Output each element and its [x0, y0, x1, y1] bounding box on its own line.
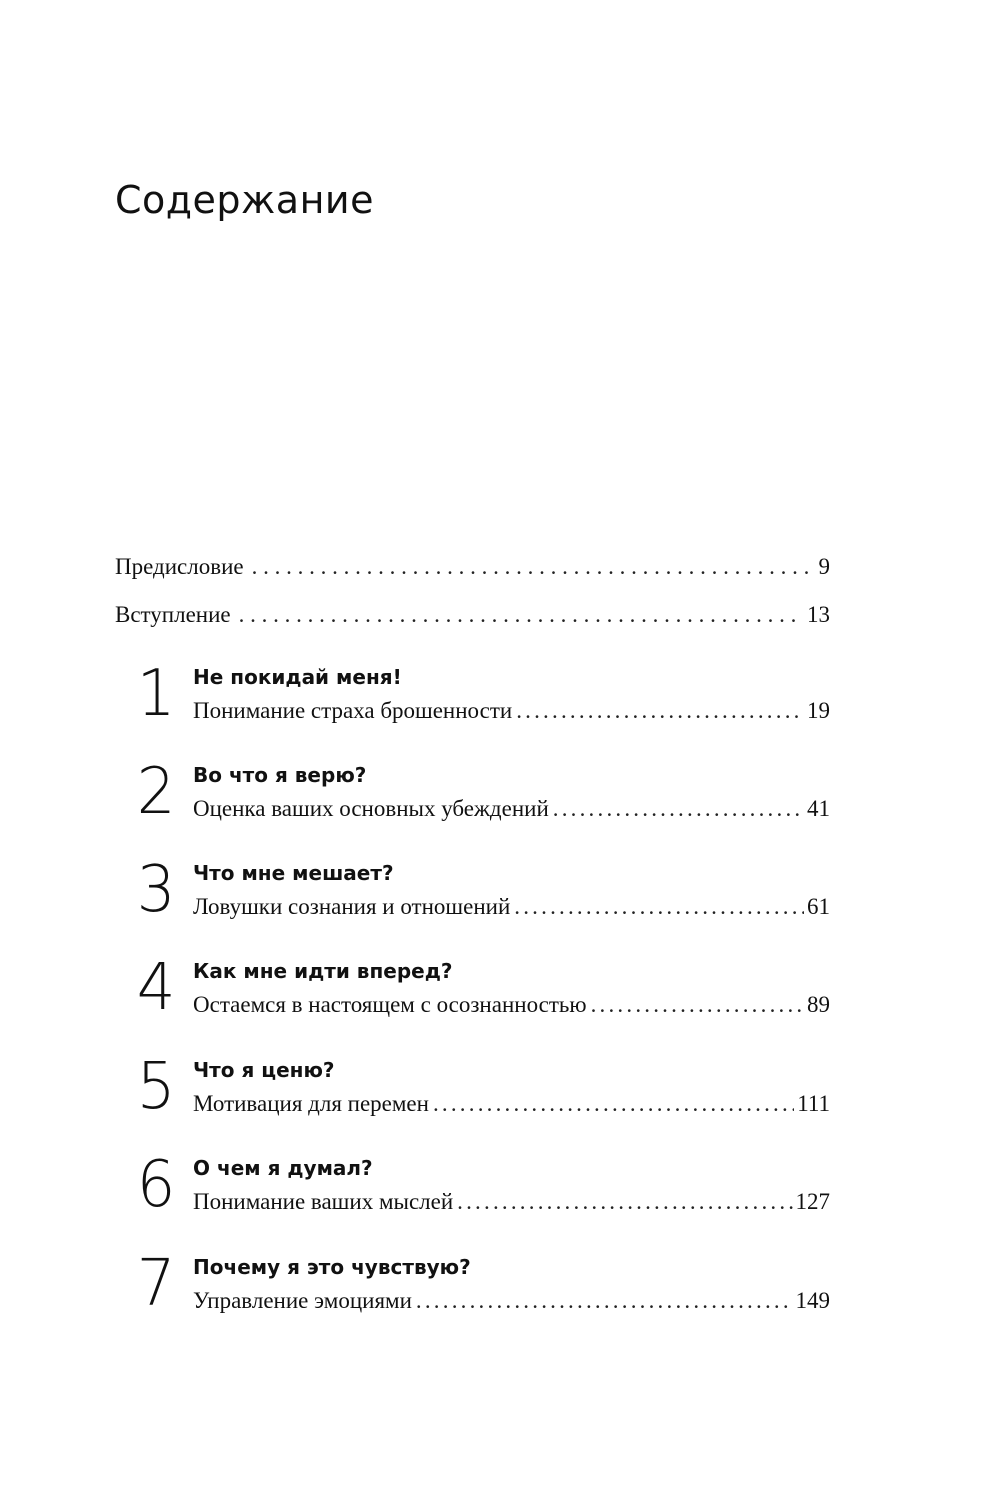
chapter-subtitle: Остаемся в настоящем с осознанностью — [193, 992, 587, 1017]
toc-entry-label: Вступление — [115, 602, 231, 627]
toc-chapter-3[interactable] — [115, 853, 830, 940]
dot-leader — [553, 794, 804, 824]
chapter-title: Что мне мешает? — [193, 861, 394, 885]
dot-leader — [239, 600, 801, 630]
toc-entry-page-number: 13 — [807, 602, 830, 627]
chapter-subtitle-line — [193, 696, 830, 726]
toc-chapter-6[interactable] — [115, 1148, 830, 1235]
dot-leader — [433, 1089, 794, 1119]
chapter-page-number: 19 — [807, 698, 830, 723]
chapter-subtitle: Ловушки сознания и отношений — [193, 894, 511, 919]
chapter-subtitle: Оценка ваших основных убеждений — [193, 796, 549, 821]
chapter-subtitle-line — [193, 990, 830, 1020]
toc-entry-introduction[interactable] — [115, 600, 830, 630]
chapter-subtitle-line — [193, 1089, 830, 1119]
chapter-page-number: 61 — [807, 894, 830, 919]
chapter-page-number: 41 — [807, 796, 830, 821]
chapter-page-number: 89 — [807, 992, 830, 1017]
chapter-title: Как мне идти вперед? — [193, 959, 453, 983]
toc-entry-page-number: 9 — [818, 554, 830, 579]
chapter-number: 1 — [136, 657, 176, 731]
chapter-title: Почему я это чувствую? — [193, 1255, 471, 1279]
chapter-number: 3 — [136, 853, 176, 927]
chapter-title: О чем я думал? — [193, 1156, 373, 1180]
chapter-number: 4 — [136, 951, 176, 1025]
chapter-subtitle-line — [193, 794, 830, 824]
toc-chapter-4[interactable] — [115, 951, 830, 1038]
chapter-title: Не покидай меня! — [193, 665, 402, 689]
dot-leader — [514, 892, 804, 922]
chapter-number: 6 — [136, 1148, 176, 1222]
chapter-subtitle: Понимание страха брошенности — [193, 698, 513, 723]
toc-chapter-1[interactable] — [115, 657, 830, 744]
chapter-title: Во что я верю? — [193, 763, 367, 787]
chapter-page-number: 149 — [795, 1288, 830, 1313]
toc-chapter-2[interactable] — [115, 755, 830, 842]
chapter-subtitle: Управление эмоциями — [193, 1288, 412, 1313]
chapter-title: Что я ценю? — [193, 1058, 335, 1082]
dot-leader — [252, 552, 813, 582]
chapter-subtitle: Понимание ваших мыслей — [193, 1189, 454, 1214]
toc-entry-foreword[interactable] — [115, 552, 830, 582]
chapter-subtitle-line — [193, 1286, 830, 1316]
chapter-subtitle-line — [193, 1187, 830, 1217]
dot-leader — [457, 1187, 792, 1217]
chapter-page-number: 127 — [795, 1189, 830, 1214]
dot-leader — [591, 990, 804, 1020]
chapter-number: 2 — [136, 755, 176, 829]
chapter-subtitle: Мотивация для перемен — [193, 1091, 429, 1116]
toc-entry-label: Предисловие — [115, 554, 244, 579]
toc-chapter-7[interactable] — [115, 1247, 830, 1334]
dot-leader — [516, 696, 804, 726]
dot-leader — [416, 1286, 793, 1316]
toc-chapter-5[interactable] — [115, 1050, 830, 1137]
chapter-page-number: 111 — [797, 1091, 830, 1116]
chapter-subtitle-line — [193, 892, 830, 922]
page-title: Содержание — [115, 178, 374, 222]
chapter-number: 7 — [136, 1247, 176, 1321]
chapter-number: 5 — [136, 1050, 176, 1124]
